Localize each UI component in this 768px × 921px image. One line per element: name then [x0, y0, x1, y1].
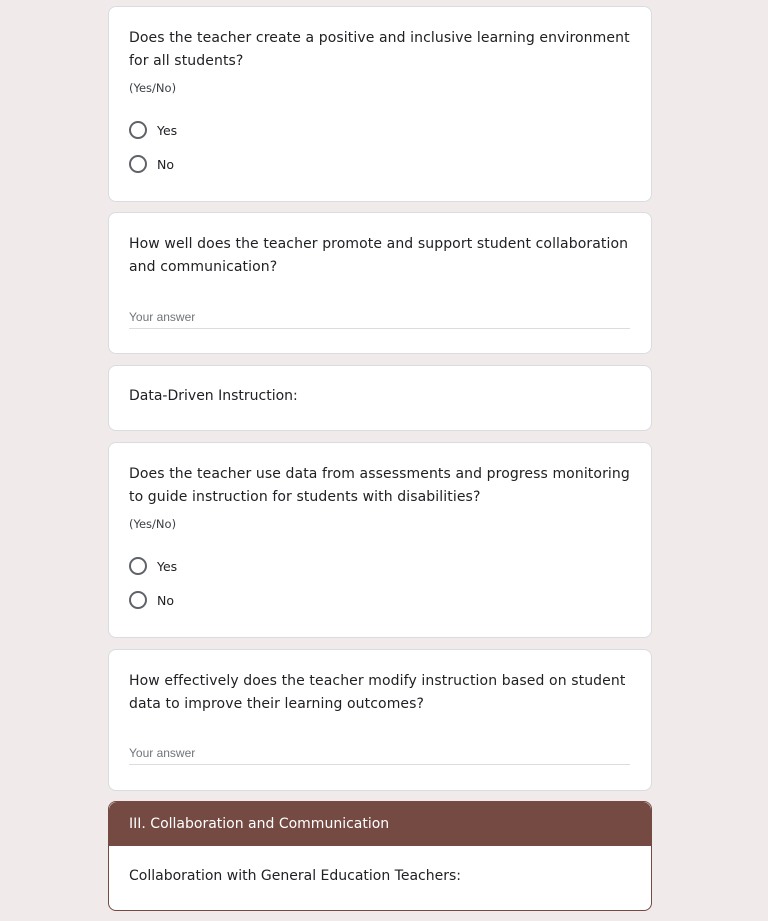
radio-label: Yes — [157, 558, 178, 574]
subheading-card-data-driven — [108, 365, 652, 431]
answer-field[interactable] — [129, 742, 630, 765]
radio-circle-icon[interactable] — [129, 557, 147, 575]
radio-circle-icon[interactable] — [129, 155, 147, 173]
radio-circle-icon[interactable] — [129, 121, 147, 139]
question-card-modify-instruction — [108, 649, 652, 791]
answer-field[interactable] — [129, 306, 630, 329]
answer-input[interactable] — [129, 743, 630, 763]
radio-option-yes[interactable] — [129, 120, 177, 140]
section-header — [109, 802, 651, 846]
answer-input[interactable] — [129, 307, 630, 327]
question-title: How well does the teacher promote and support student collaboration and communication? — [129, 236, 629, 275]
question-card-environment — [108, 6, 652, 202]
radio-option-no[interactable] — [129, 590, 174, 610]
radio-circle-icon[interactable] — [129, 591, 147, 609]
question-hint: (Yes/No) — [129, 81, 177, 95]
radio-option-yes[interactable] — [129, 556, 177, 576]
question-title: Does the teacher use data from assessments and progress monitoring to guide instruction for students with disabilities? — [129, 466, 630, 505]
question-title: Does the teacher create a positive and inclusive learning environment for all students? — [129, 30, 630, 69]
question-hint: (Yes/No) — [129, 517, 177, 531]
subheading-text: Data-Driven Instruction: — [129, 388, 298, 404]
radio-label: No — [157, 592, 174, 608]
section-title: III. Collaboration and Communication — [129, 816, 390, 832]
question-card-data-use — [108, 442, 652, 638]
radio-option-no[interactable] — [129, 154, 174, 174]
question-card-collaboration — [108, 212, 652, 354]
section-subtitle: Collaboration with General Education Teachers: — [129, 868, 461, 884]
question-title: How effectively does the teacher modify instruction based on student data to improve their learning outcomes? — [129, 673, 626, 712]
section-card — [108, 801, 652, 911]
radio-label: No — [157, 156, 174, 172]
radio-label: Yes — [157, 122, 178, 138]
